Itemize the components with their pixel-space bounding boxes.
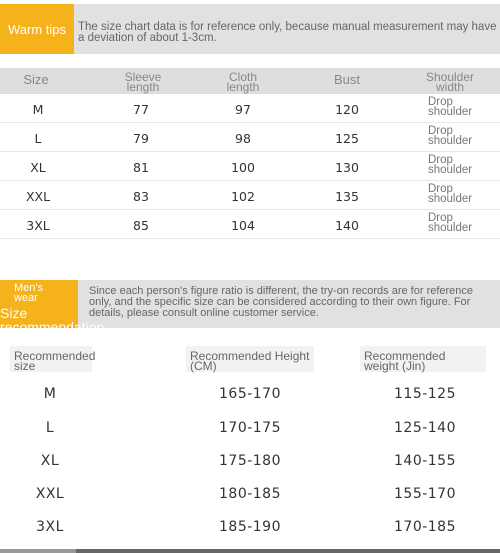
rec-weight: 155-170 bbox=[394, 486, 456, 502]
size-chart-table bbox=[0, 68, 500, 239]
cell-bust: 120 bbox=[335, 102, 359, 117]
list-item bbox=[0, 478, 500, 512]
cell-size: M bbox=[32, 102, 44, 117]
rec-height: 185-190 bbox=[219, 519, 281, 535]
cell-cloth: 98 bbox=[235, 131, 251, 146]
cell-size: XXL bbox=[25, 189, 51, 204]
cell-shoulder: Drop shoulder bbox=[428, 125, 473, 147]
cell-shoulder: Drop shoulder bbox=[428, 154, 473, 176]
rec-size: XXL bbox=[35, 486, 65, 502]
recommendation-badge-category: Men's wear bbox=[14, 282, 43, 304]
cell-cloth: 104 bbox=[231, 218, 255, 233]
cell-bust: 125 bbox=[335, 131, 359, 146]
header-sleeve: Sleeve length bbox=[124, 70, 162, 94]
header-bust: Bust bbox=[333, 72, 360, 87]
header-cloth: Cloth length bbox=[226, 70, 260, 94]
cell-shoulder: Drop shoulder bbox=[428, 183, 473, 205]
list-item bbox=[0, 378, 500, 412]
cell-shoulder: Drop shoulder bbox=[428, 96, 473, 118]
table-row bbox=[0, 123, 500, 152]
table-row bbox=[0, 181, 500, 210]
table-row bbox=[0, 94, 500, 123]
rec-height: 165-170 bbox=[219, 386, 281, 402]
header-recommended-height: Recommended Height (CM) bbox=[186, 346, 314, 372]
rec-weight: 140-155 bbox=[394, 453, 456, 469]
rec-height: 175-180 bbox=[219, 453, 281, 469]
rec-size: XL bbox=[40, 453, 60, 469]
rec-weight: 125-140 bbox=[394, 420, 456, 436]
cell-sleeve: 81 bbox=[133, 160, 149, 175]
recommendation-header bbox=[0, 346, 500, 374]
cell-cloth: 100 bbox=[231, 160, 255, 175]
cell-sleeve: 77 bbox=[133, 102, 149, 117]
rec-size: 3XL bbox=[36, 519, 64, 535]
list-item bbox=[0, 511, 500, 545]
header-recommended-size: Recommended size bbox=[10, 346, 92, 372]
cell-sleeve: 85 bbox=[133, 218, 149, 233]
rec-weight: 170-185 bbox=[394, 519, 456, 535]
cell-shoulder: Drop shoulder bbox=[428, 212, 473, 234]
header-shoulder: Shoulder width bbox=[425, 70, 475, 94]
recommendation-badge bbox=[0, 280, 105, 335]
cell-sleeve: 83 bbox=[133, 189, 149, 204]
table-row bbox=[0, 210, 500, 239]
size-chart-header bbox=[0, 68, 500, 94]
header-recommended-weight: Recommended weight (Jin) bbox=[360, 346, 486, 372]
cell-bust: 130 bbox=[335, 160, 359, 175]
cell-bust: 140 bbox=[335, 218, 359, 233]
cell-cloth: 97 bbox=[235, 102, 251, 117]
table-row bbox=[0, 152, 500, 181]
cell-sleeve: 79 bbox=[133, 131, 149, 146]
cell-bust: 135 bbox=[335, 189, 359, 204]
rec-weight: 115-125 bbox=[394, 386, 456, 402]
recommendation-text: Since each person's figure ratio is different, the try-on records are for reference only, and the specific size can be considered according to their own figure. For details, please consult online customer service. bbox=[89, 285, 474, 319]
header-size: Size bbox=[23, 72, 49, 87]
list-item bbox=[0, 445, 500, 479]
rec-size: L bbox=[45, 420, 55, 436]
cell-size: 3XL bbox=[26, 218, 50, 233]
rec-size: M bbox=[43, 386, 57, 402]
bottom-divider bbox=[0, 549, 500, 553]
cell-cloth: 102 bbox=[231, 189, 255, 204]
cell-size: L bbox=[34, 131, 42, 146]
rec-height: 180-185 bbox=[219, 486, 281, 502]
warm-tips-text: The size chart data is for reference only, because manual measurement may have a deviation of about 1-3cm. bbox=[78, 21, 497, 44]
list-item bbox=[0, 412, 500, 446]
cell-size: XL bbox=[30, 160, 46, 175]
warm-tips-badge: Warm tips bbox=[0, 4, 74, 54]
recommendation-badge-title: Size recommendation bbox=[0, 305, 105, 335]
rec-height: 170-175 bbox=[219, 420, 281, 436]
